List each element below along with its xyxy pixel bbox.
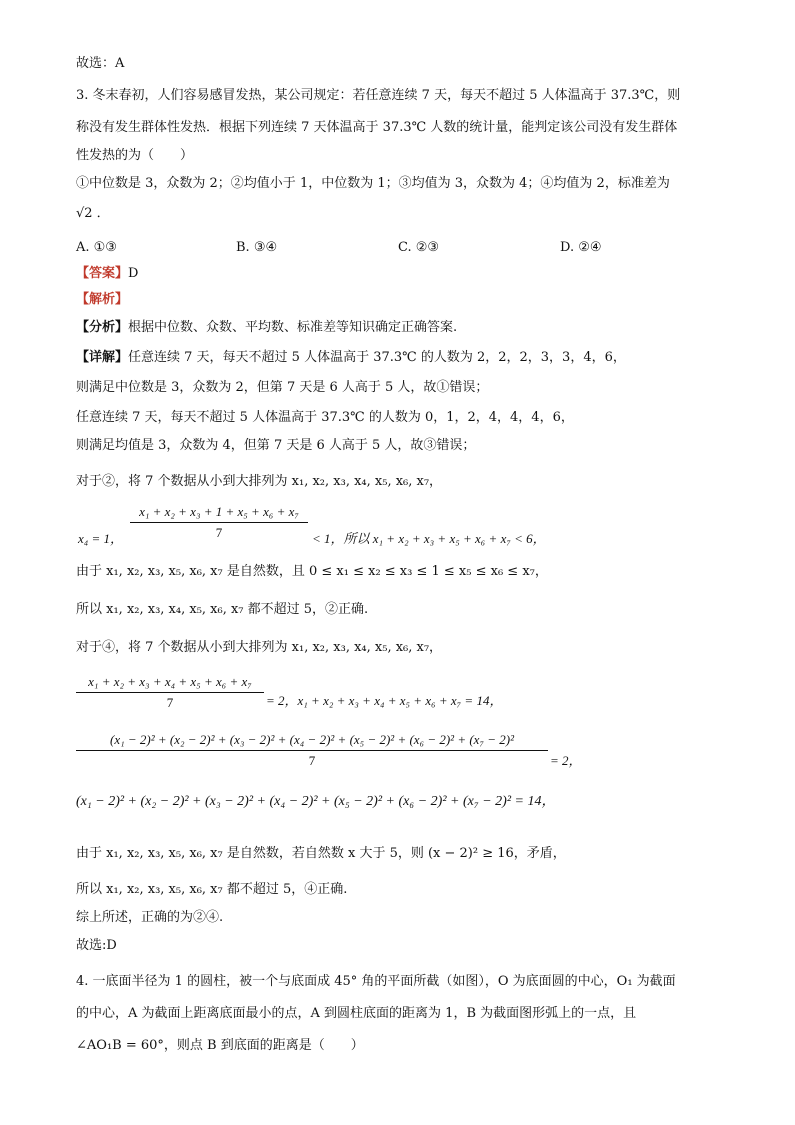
detail-line-13: 由于 x₁, x₂, x₃, x₅, x₆, x₇ 是自然数，若自然数 x 大于 5，则 (x − 2)² ≥ 16，矛盾， [76,846,566,861]
variance-eq-2: = 2， [550,753,582,768]
mean-denominator: 7 [166,695,174,710]
detail-line-4: 则满足均值是 3，众数为 4，但第 7 天是 6 人高于 5 人，故③错误； [76,438,476,453]
fraction-denominator: 7 [215,525,223,540]
variance-fraction [76,732,548,769]
detail-line-14: 所以 x₁, x₂, x₃, x₅, x₆, x₇ 都不超过 5，④正确. [76,882,348,897]
fraction-numerator: x₁ + x₂ + x₃ + 1 + x₅ + x₆ + x₇ [139,504,299,519]
fenxi-tag: 【分析】 [76,320,129,335]
q3-option-d: D. ②④ [560,240,602,255]
detail-line-1 [76,350,626,366]
q3-stem-line-2: 称没有发生群体性发热．根据下列连续 7 天体温高于 37.3℃ 人数的统计量，能判定该公司没有发生群体 [76,120,678,135]
detail-line-9: 对于④，将 7 个数据从小到大排列为 x₁, x₂, x₃, x₄, x₅, x₆, x₇， [76,640,443,655]
fenxi-text: 根据中位数、众数、平均数、标准差等知识确定正确答案. [128,320,458,335]
q3-sqrt2: √2 ． [76,206,110,221]
answer-value: D [128,266,139,281]
detail-line-3: 任意连续 7 天，每天不超过 5 人体温高于 37.3℃ 的人数为 0，1，2，4，4，4，6， [76,410,574,425]
q3-option-b: B. ③④ [236,240,278,255]
prev-answer-line: 故选：A [76,56,125,71]
analysis-tag: 【解析】 [76,292,129,307]
final-answer-line: 故选:D [76,938,117,953]
fraction-sum-lt-1 [130,504,308,541]
answer-tag: 【答案】 [76,266,129,281]
detail-line-2: 则满足中位数是 3，众数为 2，但第 7 天是 6 人高于 5 人，故①错误； [76,380,489,395]
detail-text-1: 任意连续 7 天，每天不超过 5 人体温高于 37.3℃ 的人数为 2，2，2，3，3，4，6， [128,350,626,365]
variance-denominator: 7 [308,753,316,768]
detail-line-5: 对于②，将 7 个数据从小到大排列为 x₁, x₂, x₃, x₄, x₅, x₆, x₇， [76,474,443,489]
q3-option-c: C. ②③ [398,240,440,255]
q3-stem-line-1: 3. 冬末春初，人们容易感冒发热，某公司规定：若任意连续 7 天，每天不超过 5 人体温高于 37.3℃，则 [76,88,681,103]
fenxi-line [76,320,457,336]
q3-stem-line-3: 性发热的为（ ） [76,148,194,163]
q3-conditions-line: ①中位数是 3，众数为 2；②均值小于 1，中位数为 1；③均值为 3，众数为 4；④均值为 2，标准差为 [76,176,670,191]
answer-line [76,266,138,282]
sum-lt-6: < 1，所以 x₁ + x₂ + x₃ + x₅ + x₆ + x₇ < 6， [312,531,546,546]
detail-tag: 【详解】 [76,350,129,365]
mean-fraction [76,674,264,711]
detail-line-8: 所以 x₁, x₂, x₃, x₄, x₅, x₆, x₇ 都不超过 5，②正确. [76,602,369,617]
squared-sum-eq-14: (x₁ − 2)² + (x₂ − 2)² + (x₃ − 2)² + (x₄ − 2)² + (x₅ − 2)² + (x₆ − 2)² + (x₇ − 2)² = 14， [76,794,556,809]
x4-eq-1: x₄ = 1， [78,531,124,546]
conclusion-line: 综上所述，正确的为②④. [76,910,224,925]
analysis-line [76,292,128,308]
q4-stem-line-3: ∠AO₁B = 60°，则点 B 到底面的距离是（ ） [76,1038,364,1053]
q4-stem-line-2: 的中心，A 为截面上距离底面最小的点，A 到圆柱底面的距离为 1，B 为截面图形弧上的一点，且 [76,1006,637,1021]
q3-option-a: A. ①③ [76,240,117,255]
variance-numerator: (x₁ − 2)² + (x₂ − 2)² + (x₃ − 2)² + (x₄ − 2)² + (x₅ − 2)² + (x₆ − 2)² + (x₇ − 2)² [110,732,514,747]
mean-numerator: x₁ + x₂ + x₃ + x₄ + x₅ + x₆ + x₇ [88,674,252,689]
mean-eq-2-sum-14: = 2，x₁ + x₂ + x₃ + x₄ + x₅ + x₆ + x₇ = 14， [266,693,503,708]
q4-stem-line-1: 4. 一底面半径为 1 的圆柱，被一个与底面成 45° 角的平面所截（如图），O 为底面圆的中心，O₁ 为截面 [76,974,676,989]
detail-line-7: 由于 x₁, x₂, x₃, x₅, x₆, x₇ 是自然数，且 0 ≤ x₁ ≤ x₂ ≤ x₃ ≤ 1 ≤ x₅ ≤ x₆ ≤ x₇， [76,564,548,579]
